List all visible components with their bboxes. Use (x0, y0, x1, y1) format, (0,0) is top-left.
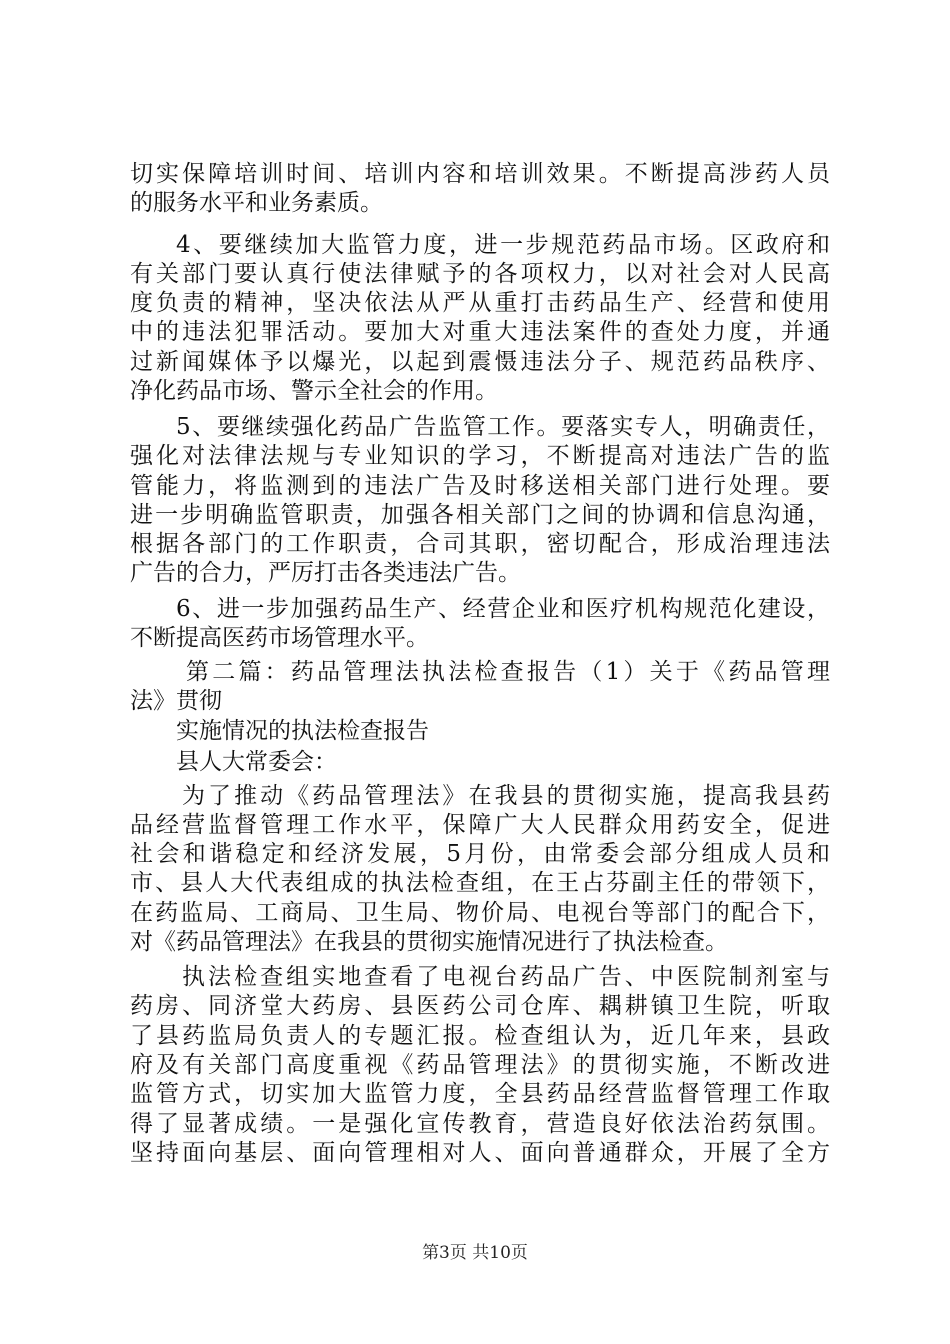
text-line: 执法检查组实地查看了电视台药品广告、中医院制剂室与 (182, 964, 830, 990)
text-line: 6、进一步加强药品生产、经营企业和医疗机构规范化建设， (176, 596, 830, 622)
text-line: 强化对法律法规与专业知识的学习，不断提高对违法广告的监 (130, 443, 830, 469)
text-line: 社会和谐稳定和经济发展，5月份，由常委会部分组成人员和 (130, 841, 830, 867)
text-line: 有关部门要认真行使法律赋予的各项权力，以对社会对人民高 (130, 261, 830, 287)
text-line: 坚持面向基层、面向管理相对人、面向普通群众，开展了全方 (130, 1140, 830, 1166)
text-line: 过新闻媒体予以爆光，以起到震慑违法分子、规范药品秩序、 (130, 349, 830, 375)
text-line: 监管方式，切实加大监管力度，全县药品经营监督管理工作取 (130, 1081, 830, 1107)
text-line: 第二篇：药品管理法执法检查报告（1）关于《药品管理 (186, 659, 830, 685)
text-line: 为了推动《药品管理法》在我县的贯彻实施，提高我县药 (182, 783, 830, 809)
text-line: 对《药品管理法》在我县的贯彻实施情况进行了执法检查。 (130, 929, 728, 955)
text-line: 县人大常委会： (176, 749, 337, 775)
text-line: 法》贯彻 (130, 688, 222, 714)
text-line: 在药监局、工商局、卫生局、物价局、电视台等部门的配合下， (130, 900, 830, 926)
page-footer: 第3页 共10页 (422, 1243, 528, 1263)
text-line: 实施情况的执法检查报告 (176, 718, 429, 744)
text-line: 中的违法犯罪活动。要加大对重大违法案件的查处力度，并通 (130, 319, 830, 345)
text-line: 府及有关部门高度重视《药品管理法》的贯彻实施，不断改进 (130, 1052, 830, 1078)
text-line: 净化药品市场、警示全社会的作用。 (130, 378, 498, 404)
text-line: 不断提高医药市场管理水平。 (130, 625, 429, 651)
text-line: 广告的合力，严厉打击各类违法广告。 (130, 560, 521, 586)
text-line: 度负责的精神，坚决依法从严从重打击药品生产、经营和使用 (130, 290, 830, 316)
text-line: 得了显著成绩。一是强化宣传教育，营造良好依法治药氛围。 (130, 1111, 830, 1137)
text-line: 进一步明确监管职责，加强各相关部门之间的协调和信息沟通， (130, 502, 830, 528)
text-line: 4、要继续加大监管力度，进一步规范药品市场。区政府和 (176, 232, 830, 258)
text-line: 品经营监督管理工作水平，保障广大人民群众用药安全，促进 (130, 812, 830, 838)
text-line: 切实保障培训时间、培训内容和培训效果。不断提高涉药人员 (130, 161, 830, 187)
text-line: 根据各部门的工作职责，合司其职，密切配合，形成治理违法 (130, 531, 830, 557)
text-line: 市、县人大代表组成的执法检查组，在王占芬副主任的带领下， (130, 870, 830, 896)
text-line: 管能力，将监测到的违法广告及时移送相关部门进行处理。要 (130, 473, 830, 499)
text-line: 药房、同济堂大药房、县医药公司仓库、耦耕镇卫生院，听取 (130, 993, 830, 1019)
text-line: 的服务水平和业务素质。 (130, 190, 383, 216)
text-line: 了县药监局负责人的专题汇报。检查组认为，近几年来，县政 (130, 1023, 830, 1049)
text-line: 5、要继续强化药品广告监管工作。要落实专人，明确责任， (176, 414, 830, 440)
